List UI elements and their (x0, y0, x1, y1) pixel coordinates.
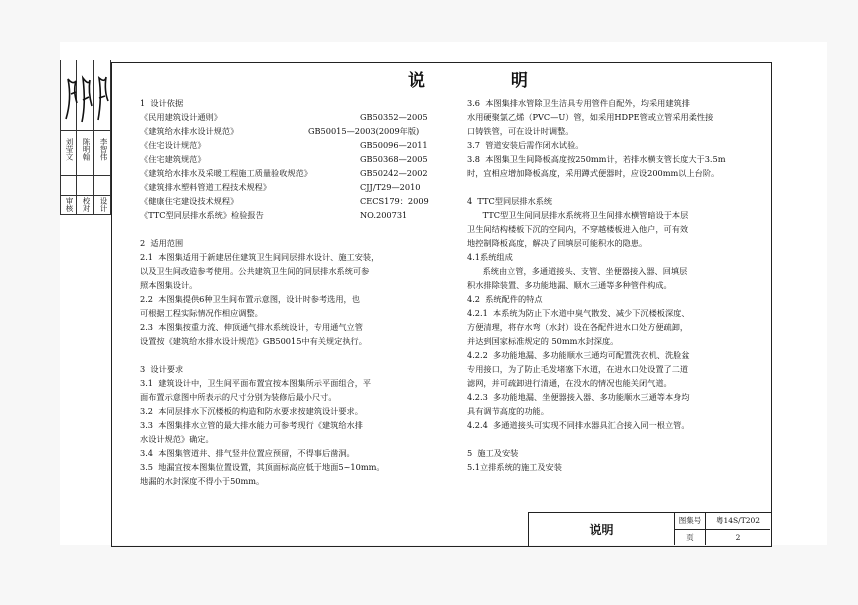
left-line-text: 水设计规范》确定。 (140, 434, 214, 444)
right-line: 卫生间结构楼板下沉的空间内，不穿越楼板进入他户，可有效 (467, 224, 689, 234)
left-line-text: 设置按《建筑给水排水设计规范》GB50015中有关规定执行。 (140, 336, 367, 346)
left-line-text: 3.4 本图集管道井、排气竖井位置应预留，不得事后凿洞。 (140, 448, 355, 458)
left-line (140, 334, 440, 348)
right-line: 4 TTC型同层排水系统 (467, 196, 553, 206)
standard-code: CECS179：2009 (360, 196, 429, 206)
left-line (140, 152, 440, 166)
left-line-text: 《住宅设计规范》 (140, 140, 206, 150)
right-column (467, 96, 767, 474)
left-line-text: 可根据工程实际情况作相应调整。 (140, 308, 263, 318)
right-line: 3.7 管道安装后需作闭水试验。 (467, 140, 584, 150)
right-line: 4.2 系统配件的特点 (467, 294, 543, 304)
left-line (140, 166, 440, 180)
right-line: 积水排除装置、多功能地漏、顺水三通等多种管件构成。 (467, 280, 672, 290)
right-line: 4.2.4 多通道接头可实现不同排水器具汇合接入同一根立管。 (467, 420, 690, 430)
name-checker: 陈明翰 (82, 138, 91, 161)
right-line: 4.1系统组成 (467, 252, 513, 262)
right-line: 3.6 本图集排水管除卫生洁具专用管件自配外，均采用建筑排 (467, 98, 690, 108)
right-line: 4.2.1 本系统为防止下水道中臭气散发、减少下沉楼板深度、 (467, 308, 690, 318)
left-line-text: 照本图集设计。 (140, 280, 198, 290)
left-line (140, 236, 440, 250)
right-line: 5.1立排系统的施工及安装 (467, 462, 562, 472)
right-line: 4.2.2 多功能地漏、多功能顺水三通均可配置洗衣机、洗脸盆 (467, 350, 690, 360)
standard-code: NO.200731 (360, 210, 408, 220)
right-line: 地控制降板高度，解决了回填层可能积水的隐患。 (467, 238, 648, 248)
left-line-text: 《住宅建筑规范》 (140, 154, 206, 164)
label-check: 校对 (82, 197, 91, 212)
page-label: 页 (675, 530, 706, 545)
left-line (140, 194, 440, 208)
left-line (140, 264, 440, 278)
left-line (140, 110, 440, 124)
left-column (140, 96, 440, 488)
standard-code: GB50096—2011 (360, 140, 428, 150)
left-line-text: 3 设计要求 (140, 364, 184, 374)
left-line (140, 292, 440, 306)
left-line (140, 348, 440, 362)
left-line (140, 138, 440, 152)
left-line (140, 446, 440, 460)
right-line: 口铸铁管，可在设计时调整。 (467, 126, 574, 136)
label-review: 审核 (65, 197, 74, 212)
left-line-text: 地漏的水封深度不得小于50mm。 (140, 476, 265, 486)
right-line (467, 432, 767, 446)
page-number: 2 (735, 533, 741, 542)
name-reviewer: 刘莹文 (65, 138, 74, 161)
page-title: 说 明 (408, 71, 568, 91)
left-line (140, 222, 440, 236)
left-line (140, 124, 440, 138)
left-line-text: 2 适用范围 (140, 238, 184, 248)
left-line-text: 以及卫生间改造参考使用。公共建筑卫生间的同层排水系统可参 (140, 266, 370, 276)
left-line (140, 432, 440, 446)
atlas-number-label: 图集号 (675, 513, 706, 530)
left-line-text: 《建筑给水排水设计规范》 (140, 126, 239, 136)
left-line-text: 2.2 本图集提供6种卫生间布置示意图，设计时参考选用，也 (140, 294, 360, 304)
right-line: 滤网，并可疏卸进行清通，在没水的情况也能关闭气道。 (467, 378, 672, 388)
right-line: 系统由立管，多通道接头、支管、坐便器接入器、回填层 (467, 266, 688, 276)
left-line-text: 《建筑给水排水及采暖工程施工质量验收规范》 (140, 168, 312, 178)
right-line: TTC型卫生间同层排水系统将卫生间排水横管暗设于本层 (467, 210, 689, 220)
left-line (140, 404, 440, 418)
right-line: 5 施工及安装 (467, 448, 519, 458)
left-line (140, 418, 440, 432)
left-line (140, 474, 440, 488)
right-line: 具有调节高度的功能。 (467, 406, 549, 416)
left-line-text: 3.2 本同层排水下沉楼板的构造和防水要求按建筑设计要求。 (140, 406, 363, 416)
right-line: 方便清理，将存水弯（水封）设在各配件进水口处方便疏卸， (467, 322, 689, 332)
title-block-name: 说明 (529, 513, 675, 545)
standard-code: CJJ/T29—2010 (360, 182, 421, 192)
left-line (140, 306, 440, 320)
left-line (140, 460, 440, 474)
left-line (140, 180, 440, 194)
left-line-text: 3.3 本图集排水立管的最大排水能力可参考现行《建筑给水排 (140, 420, 363, 430)
left-line-text: 3.5 地漏宜按本图集位置设置，其顶面标高应低于地面5~10mm。 (140, 462, 385, 472)
right-line: 3.8 本图集卫生间降板高度按250mm计，若排水横支管长度大于3.5m (467, 154, 726, 164)
left-line (140, 320, 440, 334)
standard-code: GB50352—2005 (360, 112, 428, 122)
left-line-text: 面布置示意图中所表示的尺寸分别为装修后最小尺寸。 (140, 392, 337, 402)
approval-strip (60, 60, 112, 215)
left-line (140, 96, 440, 110)
left-line (140, 362, 440, 376)
title-block (528, 512, 772, 547)
left-line-text: 2.1 本图集适用于新建居住建筑卫生间同层排水设计、施工安装， (140, 252, 380, 262)
left-line-text: 1 设计依据 (140, 98, 184, 108)
left-line-text: 2.3 本图集按重力流、伸顶通气排水系统设计，专用通气立管 (140, 322, 363, 332)
left-line-text: 《TTC型同层排水系统》检验报告 (140, 210, 264, 220)
standard-code: GB50242—2002 (360, 168, 428, 178)
left-line-text: 3.1 建筑设计中，卫生间平面布置宜按本图集所示平面组合，平 (140, 378, 372, 388)
right-line: 4.2.3 多功能地漏、坐便器接入器、多功能顺水三通等本身均 (467, 392, 690, 402)
left-line-text: 《民用建筑设计通则》 (140, 112, 222, 122)
right-line (467, 180, 767, 194)
right-line: 水用硬聚氯乙烯（PVC—U）管，如采用HDPE管或立管采用柔性接 (467, 112, 714, 122)
left-line (140, 278, 440, 292)
right-line: 并达到国家标准规定的 50mm水封深度。 (467, 336, 619, 346)
atlas-number: 粤14S/T202 (706, 513, 770, 530)
left-line (140, 250, 440, 264)
left-line (140, 208, 440, 222)
standard-code: GB50368—2005 (360, 154, 428, 164)
label-design: 设计 (99, 197, 108, 212)
standard-code: GB50015—2003(2009年版) (308, 126, 420, 136)
left-line-text: 《建筑排水塑料管道工程技术规程》 (140, 182, 272, 192)
right-line: 专用接口，为了防止毛发堵塞下水道，在进水口处设置了二道 (467, 364, 689, 374)
left-line (140, 376, 440, 390)
left-line-text: 《健康住宅建设技术规程》 (140, 196, 239, 206)
right-line: 时，宜相应增加降板高度，采用蹲式便器时，应设200mm以上台阶。 (467, 168, 720, 178)
left-line (140, 390, 440, 404)
signature-marks (62, 64, 110, 126)
name-designer: 李智伟 (99, 138, 108, 161)
